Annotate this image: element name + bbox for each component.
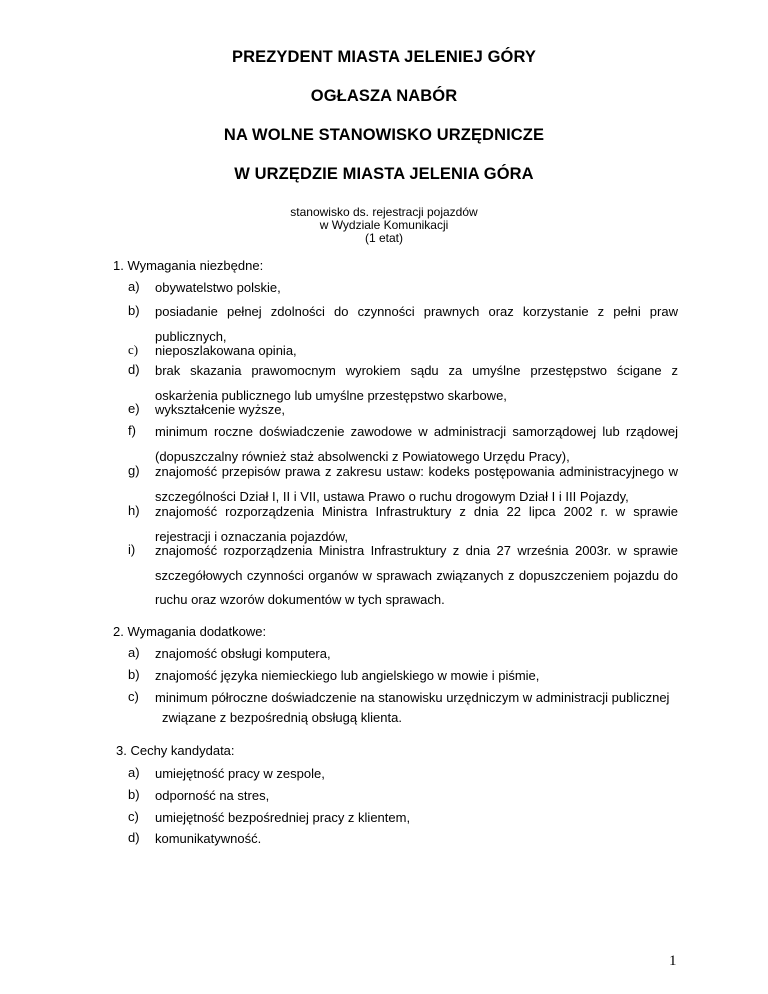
item-text: minimum półroczne doświadczenie na stanowisku urzędniczym w administracji publicznej: [155, 690, 670, 705]
section-1-heading: 1. Wymagania niezbędne:: [113, 258, 264, 273]
item-label: d): [128, 830, 140, 845]
item-label: b): [128, 303, 140, 318]
item-label: c): [128, 809, 139, 824]
header-line-4: W URZĘDZIE MIASTA JELENIA GÓRA: [234, 165, 534, 183]
item-text: znajomość obsługi komputera,: [155, 646, 331, 661]
page-number: 1: [669, 953, 677, 969]
item-text: obywatelstwo polskie,: [155, 280, 281, 295]
section-2-heading: 2. Wymagania dodatkowe:: [113, 624, 267, 639]
item-label: a): [128, 279, 140, 294]
position-etat: (1 etat): [364, 231, 403, 245]
item-text: związane z bezpośrednią obsługą klienta.: [162, 710, 402, 725]
item-label: i): [128, 542, 136, 557]
header-line-1: PREZYDENT MIASTA JELENIEJ GÓRY: [231, 48, 536, 66]
item-text: umiejętność pracy w zespole,: [155, 766, 325, 781]
item-label: e): [128, 401, 140, 416]
position-department: w Wydziale Komunikacji: [319, 218, 449, 232]
item-text: odporność na stres,: [155, 788, 270, 803]
header-line-2: OGŁASZA NABÓR: [310, 87, 458, 105]
item-text: umiejętność bezpośredniej pracy z klientem,: [155, 810, 411, 825]
header-line-3: NA WOLNE STANOWISKO URZĘDNICZE: [223, 126, 545, 144]
item-label: c): [128, 342, 139, 357]
item-text: znajomość przepisów prawa z zakresu ustaw: kodeks postępowania administracyjnego w szczególności Dział I, II i VII, ustawa Prawo o ruchu drogowym Dział I i III Pojazdy,: [155, 464, 678, 504]
item-text: komunikatywność.: [155, 831, 262, 846]
item-text: brak skazania prawomocnym wyrokiem sądu za umyślne przestępstwo ścigane z oskarżenia publicznego lub umyślne przestępstwo skarbowe,: [155, 363, 678, 403]
item-label: b): [128, 667, 140, 682]
item-text: znajomość języka niemieckiego lub angielskiego w mowie i piśmie,: [155, 668, 540, 683]
item-label: c): [128, 689, 139, 704]
list-item: [0, 824, 768, 884]
position-title: stanowisko ds. rejestracji pojazdów: [290, 205, 478, 219]
item-text: posiadanie pełnej zdolności do czynności prawnych oraz korzystanie z pełni praw publicznych,: [155, 304, 678, 344]
item-label: f): [128, 423, 136, 438]
item-text: znajomość rozporządzenia Ministra Infrastruktury z dnia 27 września 2003r. w sprawie szczegółowych czynności organów w sprawach związanych z dopuszczeniem pojazdu do ruchu oraz wzorów dokumentów w tych sprawach.: [155, 543, 678, 607]
item-label: a): [128, 765, 140, 780]
item-label: h): [128, 503, 140, 518]
item-text: nieposzlakowana opinia,: [155, 343, 297, 358]
item-label: b): [128, 787, 140, 802]
item-label: d): [128, 362, 140, 377]
item-text: minimum roczne doświadczenie zawodowe w administracji samorządowej lub rządowej (dopuszczalny również staż absolwencki z Powiatowego Urzędu Pracy),: [155, 424, 678, 464]
item-label: g): [128, 463, 140, 478]
item-label: a): [128, 645, 140, 660]
item-text: znajomość rozporządzenia Ministra Infrastruktury z dnia 22 lipca 2002 r. w sprawie rejestracji i oznaczania pojazdów,: [155, 504, 678, 544]
section-3-heading: 3. Cechy kandydata:: [116, 743, 235, 758]
list-item: [0, 537, 768, 607]
item-text: wykształcenie wyższe,: [155, 402, 286, 417]
